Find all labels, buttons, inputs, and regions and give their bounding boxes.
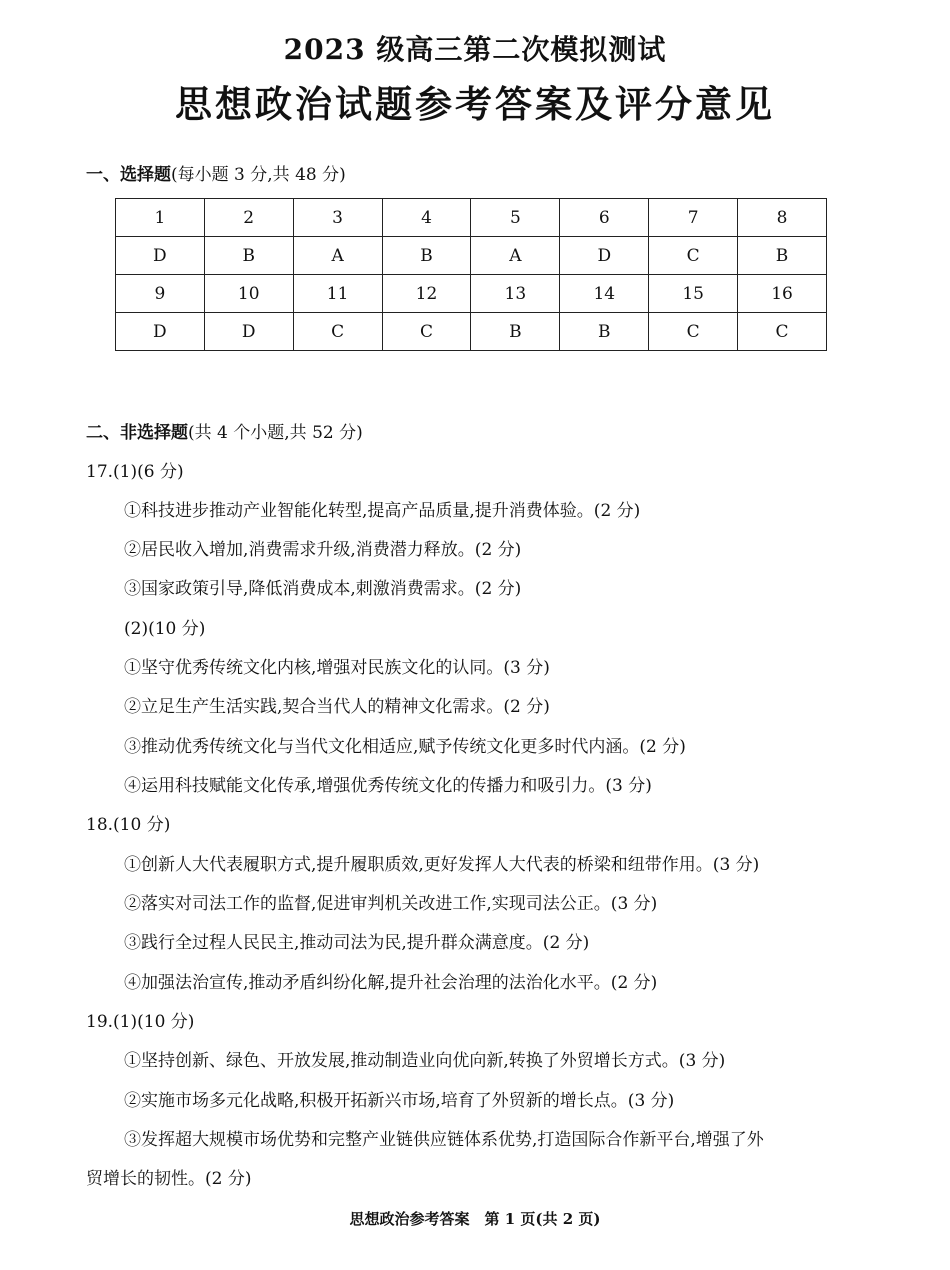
answer-cell: C bbox=[293, 313, 382, 351]
section-2-heading bbox=[86, 418, 363, 443]
question-number: 6 bbox=[560, 199, 649, 237]
section-1-title: 一、选择题 bbox=[86, 165, 171, 185]
answer-cell: A bbox=[471, 237, 560, 275]
answer-table bbox=[115, 198, 827, 351]
question-18-heading: 18.(10 分) bbox=[86, 815, 171, 835]
page-footer: 思想政治参考答案 第 1 页(共 2 页) bbox=[349, 1210, 601, 1228]
answer-point: ①科技进步推动产业智能化转型,提高产品质量,提升消费体验。(2 分) bbox=[124, 501, 641, 521]
table-row bbox=[116, 237, 827, 275]
answer-point: ③践行全过程人民民主,推动司法为民,提升群众满意度。(2 分) bbox=[124, 933, 590, 953]
section-1-note: (每小题 3 分,共 48 分) bbox=[171, 165, 346, 185]
question-number: 7 bbox=[649, 199, 738, 237]
table-row bbox=[116, 275, 827, 313]
answer-cell: C bbox=[649, 237, 738, 275]
question-number: 4 bbox=[382, 199, 471, 237]
answer-point: ②落实对司法工作的监督,促进审判机关改进工作,实现司法公正。(3 分) bbox=[124, 894, 658, 914]
section-2-title: 二、非选择题 bbox=[86, 423, 188, 443]
question-19-heading: 19.(1)(10 分) bbox=[86, 1012, 195, 1032]
question-number: 16 bbox=[738, 275, 827, 313]
table-row bbox=[116, 313, 827, 351]
question-number: 11 bbox=[293, 275, 382, 313]
exam-title: 2023 级高三第二次模拟测试 bbox=[283, 33, 667, 66]
question-number: 2 bbox=[204, 199, 293, 237]
answer-cell: B bbox=[382, 237, 471, 275]
answer-point: ①坚守优秀传统文化内核,增强对民族文化的认同。(3 分) bbox=[124, 658, 550, 678]
answer-cell: A bbox=[293, 237, 382, 275]
question-number: 10 bbox=[204, 275, 293, 313]
table-row bbox=[116, 199, 827, 237]
question-number: 5 bbox=[471, 199, 560, 237]
answer-cell: C bbox=[738, 313, 827, 351]
question-17-part-2-heading: (2)(10 分) bbox=[124, 619, 206, 639]
question-number: 14 bbox=[560, 275, 649, 313]
question-number: 3 bbox=[293, 199, 382, 237]
answer-point: ①坚持创新、绿色、开放发展,推动制造业向优向新,转换了外贸增长方式。(3 分) bbox=[124, 1051, 726, 1071]
answer-point: ②实施市场多元化战略,积极开拓新兴市场,培育了外贸新的增长点。(3 分) bbox=[124, 1091, 675, 1111]
answer-cell: B bbox=[204, 237, 293, 275]
answer-cell: B bbox=[471, 313, 560, 351]
question-17-heading: 17.(1)(6 分) bbox=[86, 462, 184, 482]
section-1-heading bbox=[86, 160, 346, 185]
answer-point: ④加强法治宣传,推动矛盾纠纷化解,提升社会治理的法治化水平。(2 分) bbox=[124, 973, 658, 993]
answer-cell: C bbox=[382, 313, 471, 351]
section-2-note: (共 4 个小题,共 52 分) bbox=[188, 423, 363, 443]
question-number: 12 bbox=[382, 275, 471, 313]
question-number: 9 bbox=[116, 275, 205, 313]
page-title: 思想政治试题参考答案及评分意见 bbox=[175, 83, 775, 126]
answer-point-continued: 贸增长的韧性。(2 分) bbox=[86, 1169, 252, 1189]
answer-point: ④运用科技赋能文化传承,增强优秀传统文化的传播力和吸引力。(3 分) bbox=[124, 776, 652, 796]
answer-point: ③国家政策引导,降低消费成本,刺激消费需求。(2 分) bbox=[124, 579, 522, 599]
answer-cell: D bbox=[116, 313, 205, 351]
answer-point: ①创新人大代表履职方式,提升履职质效,更好发挥人大代表的桥梁和纽带作用。(3 分) bbox=[124, 855, 760, 875]
question-number: 1 bbox=[116, 199, 205, 237]
answer-cell: C bbox=[649, 313, 738, 351]
answer-point: ②居民收入增加,消费需求升级,消费潜力释放。(2 分) bbox=[124, 540, 522, 560]
question-number: 13 bbox=[471, 275, 560, 313]
answer-point: ③发挥超大规模市场优势和完整产业链供应链体系优势,打造国际合作新平台,增强了外 bbox=[124, 1130, 764, 1150]
question-number: 8 bbox=[738, 199, 827, 237]
answer-cell: D bbox=[560, 237, 649, 275]
answer-cell: B bbox=[560, 313, 649, 351]
answer-cell: D bbox=[204, 313, 293, 351]
answer-point: ②立足生产生活实践,契合当代人的精神文化需求。(2 分) bbox=[124, 697, 550, 717]
answer-cell: B bbox=[738, 237, 827, 275]
question-number: 15 bbox=[649, 275, 738, 313]
answer-point: ③推动优秀传统文化与当代文化相适应,赋予传统文化更多时代内涵。(2 分) bbox=[124, 737, 686, 757]
answer-cell: D bbox=[116, 237, 205, 275]
